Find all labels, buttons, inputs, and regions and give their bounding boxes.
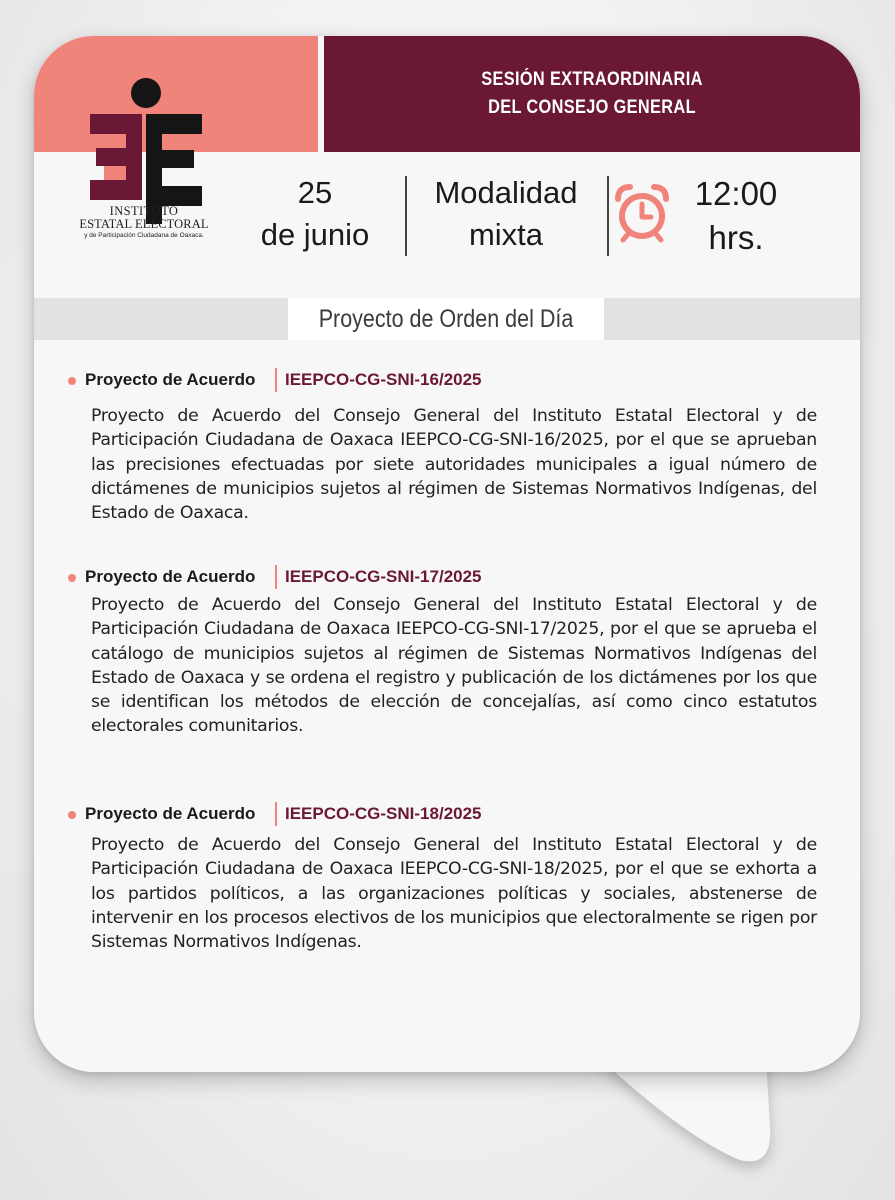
item-divider bbox=[275, 565, 277, 589]
item-divider bbox=[275, 802, 277, 826]
agenda-title-text: Proyecto de Orden del Día bbox=[318, 305, 574, 333]
session-mode bbox=[414, 172, 598, 256]
bullet-icon bbox=[68, 377, 76, 385]
item-label: Proyecto de Acuerdo bbox=[85, 567, 256, 586]
bullet-icon bbox=[68, 811, 76, 819]
agenda-title bbox=[288, 298, 604, 340]
mode-line2: mixta bbox=[468, 217, 544, 252]
agenda-item-text: Proyecto de Acuerdo del Consejo General del Instituto Estatal Electoral y de Participación Ciudadana de Oaxaca IEEPCO-CG-SNI-18/2025, por el que se exhorta a los partidos políticos, a las organizaciones políticas y sociales, abstenerse de intervenir en los procesos electivos de los municipios que electoralmente se rigen por Sistemas Normativos Indígenas. bbox=[91, 835, 817, 953]
session-title-line2: DEL CONSEJO GENERAL bbox=[488, 97, 696, 118]
logo-text-line1: INSTITUTO bbox=[109, 204, 179, 218]
bullet-icon bbox=[68, 574, 76, 582]
item-label: Proyecto de Acuerdo bbox=[85, 804, 256, 823]
agenda-item-text: Proyecto de Acuerdo del Consejo General del Instituto Estatal Electoral y de Participación Ciudadana de Oaxaca IEEPCO-CG-SNI-16/2025, por el que se aprueban las precisiones efectuadas por siete autoridades municipales a igual número de dictámenes de municipios sujetos al régimen de Sistemas Normativos Indígenas, del Estado de Oaxaca. bbox=[91, 406, 817, 524]
item-label: Proyecto de Acuerdo bbox=[85, 370, 256, 389]
time-value: 12:00 bbox=[694, 175, 778, 212]
session-date bbox=[246, 172, 384, 256]
agenda-item-text: Proyecto de Acuerdo del Consejo General del Instituto Estatal Electoral y de Participación Ciudadana de Oaxaca IEEPCO-CG-SNI-17/2025, por el que se aprueba el catálogo de municipios sujetos al régimen de Sistemas Normativos Indígenas del Estado de Oaxaca y se ordena el registro y publicación de los dictámenes por los que se identifican los métodos de elección de concejalías, así como cinco estatutos electorales comunitarios. bbox=[91, 595, 817, 737]
session-time bbox=[676, 172, 796, 260]
info-divider bbox=[607, 176, 609, 256]
announcement-card bbox=[34, 36, 860, 1072]
alarm-clock-icon bbox=[614, 183, 670, 243]
mode-line1: Modalidad bbox=[434, 175, 578, 210]
item-divider bbox=[275, 368, 277, 392]
date-day: 25 bbox=[297, 175, 333, 210]
item-code: IEEPCO-CG-SNI-18/2025 bbox=[285, 804, 482, 823]
session-header bbox=[324, 36, 860, 152]
session-title-line1: SESIÓN EXTRAORDINARIA bbox=[481, 69, 703, 90]
logo-text-line2: ESTATAL ELECTORAL bbox=[79, 217, 209, 231]
date-month: de junio bbox=[260, 217, 370, 252]
item-code: IEEPCO-CG-SNI-17/2025 bbox=[285, 567, 482, 586]
time-unit: hrs. bbox=[708, 219, 764, 256]
item-code: IEEPCO-CG-SNI-16/2025 bbox=[285, 370, 482, 389]
logo-text-line3: y de Participación Ciudadana de Oaxaca. bbox=[84, 232, 204, 239]
info-divider bbox=[405, 176, 407, 256]
